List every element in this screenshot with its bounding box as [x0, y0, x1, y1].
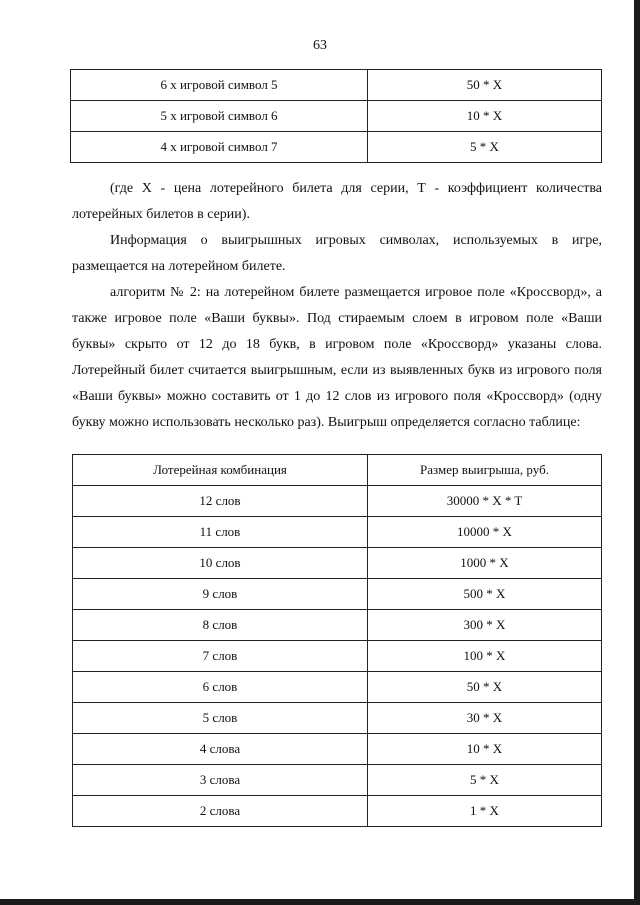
info-paragraph	[72, 228, 602, 280]
table-row	[73, 796, 602, 827]
combination-cell: 7 слов	[73, 641, 368, 672]
combination-cell: 6 слов	[73, 672, 368, 703]
combination-cell: 9 слов	[73, 579, 368, 610]
payout-cell: 1000 * X	[368, 548, 602, 579]
table-row	[71, 132, 602, 163]
combination-cell: 5 х игровой символ 6	[71, 101, 368, 132]
table-row	[73, 486, 602, 517]
table-row	[73, 610, 602, 641]
combination-cell: 5 слов	[73, 703, 368, 734]
payout-cell: 5 * X	[368, 132, 602, 163]
table-row	[73, 734, 602, 765]
table-header-row	[73, 455, 602, 486]
combination-cell: 12 слов	[73, 486, 368, 517]
word-payout-table	[72, 454, 602, 827]
combination-cell: 3 слова	[73, 765, 368, 796]
payout-cell: 30 * X	[368, 703, 602, 734]
header-combination: Лотерейная комбинация	[73, 455, 368, 486]
payout-cell: 30000 * X * T	[368, 486, 602, 517]
algorithm-text: алгоритм № 2: на лотерейном билете размещается игровое поле «Кроссворд», а также игровое поле «Ваши буквы». Под стираемым слоем в игровом поле «Ваши буквы» скрыто от 12 до 18 букв, в игровом поле «Кроссворд» указаны слова. Лотерейный билет считается выигрышным, если из выявленных букв из игрового поля «Ваши буквы» можно составить от 1 до 12 слов из игрового поля «Кроссворд» (одну букву можно использовать несколько раз). Выигрыш определяется согласно таблице:	[72, 285, 602, 430]
payout-cell: 300 * X	[368, 610, 602, 641]
payout-cell: 50 * X	[368, 70, 602, 101]
table-row	[71, 70, 602, 101]
table-row	[73, 765, 602, 796]
table-row	[73, 672, 602, 703]
combination-cell: 8 слов	[73, 610, 368, 641]
payout-cell: 5 * X	[368, 765, 602, 796]
combination-cell: 10 слов	[73, 548, 368, 579]
algorithm-paragraph	[72, 280, 602, 436]
payout-cell: 1 * X	[368, 796, 602, 827]
combination-cell: 4 слова	[73, 734, 368, 765]
payout-cell: 100 * X	[368, 641, 602, 672]
table-row	[73, 548, 602, 579]
combination-cell: 11 слов	[73, 517, 368, 548]
table-row	[71, 101, 602, 132]
info-text: Информация о выигрышных игровых символах, используемых в игре, размещается на лотерейном билете.	[72, 233, 602, 274]
combination-cell: 2 слова	[73, 796, 368, 827]
combination-cell: 4 х игровой символ 7	[71, 132, 368, 163]
table-row	[73, 641, 602, 672]
scan-edge-bottom	[0, 899, 640, 905]
combination-cell: 6 х игровой символ 5	[71, 70, 368, 101]
payout-cell: 50 * X	[368, 672, 602, 703]
table-row	[73, 517, 602, 548]
table-row	[73, 703, 602, 734]
payout-cell: 10 * X	[368, 734, 602, 765]
note-text: (где X - цена лотерейного билета для серии, Т - коэффициент количества лотерейных билетов в серии).	[72, 181, 602, 222]
scan-edge-right	[634, 0, 640, 905]
symbol-payout-table	[70, 69, 602, 163]
page-number: 63	[313, 38, 327, 53]
payout-cell: 10 * X	[368, 101, 602, 132]
note-paragraph	[72, 176, 602, 228]
header-payout: Размер выигрыша, руб.	[368, 455, 602, 486]
table-row	[73, 579, 602, 610]
payout-cell: 10000 * X	[368, 517, 602, 548]
payout-cell: 500 * X	[368, 579, 602, 610]
